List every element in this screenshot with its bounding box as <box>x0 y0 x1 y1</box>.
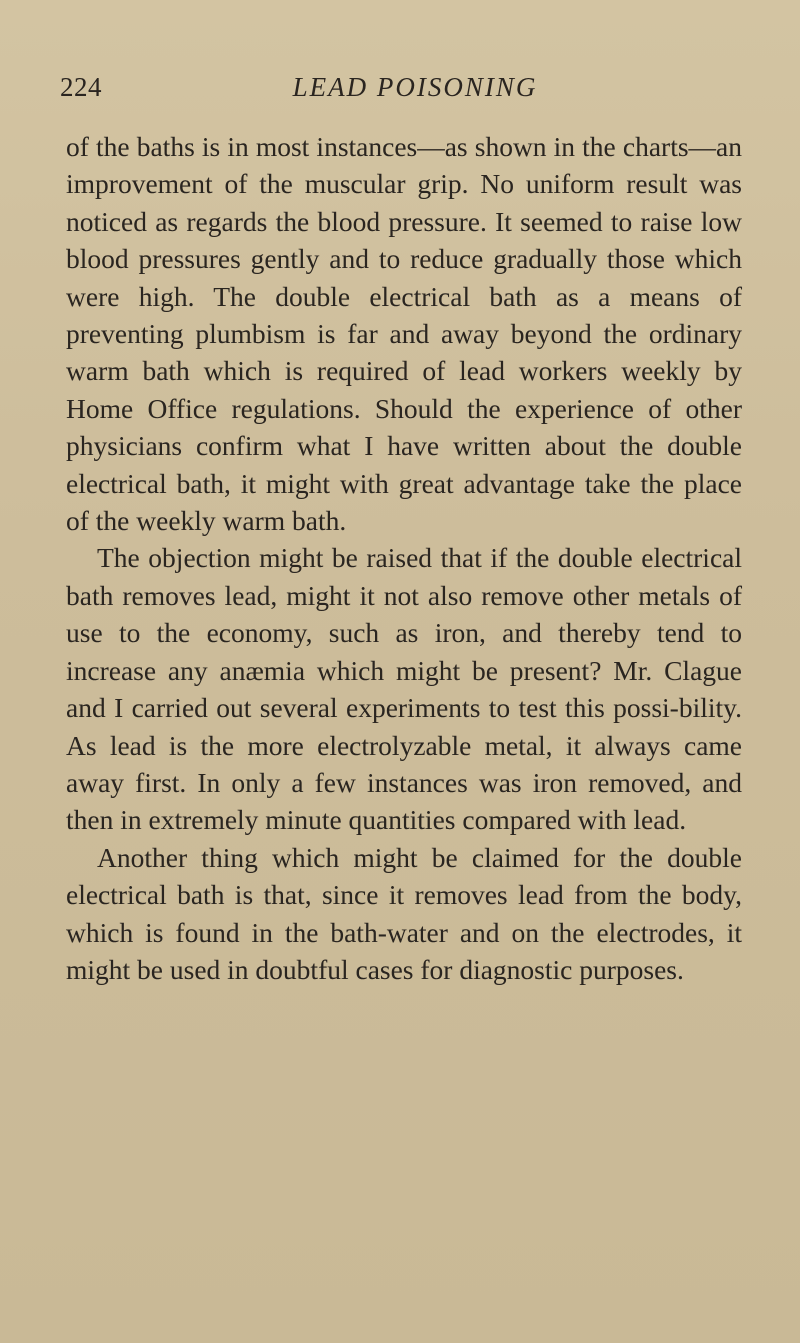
page-number: 224 <box>60 72 102 102</box>
running-head <box>60 72 740 112</box>
body-text <box>66 128 742 988</box>
paragraph-objection: The objection might be raised that if the double electrical bath removes lead, might it not also remove other metals of use to the economy, such as iron, and thereby tend to increase any anæmia which might be present? Mr. Clague and I carried out several experiments to test this possi-bility. As lead is the more electrolyzable metal, it always came away first. In only a few instances was iron removed, and then in extremely minute quantities compared with lead. <box>66 542 742 836</box>
running-title: LEAD POISONING <box>292 72 538 102</box>
paragraph-diagnostic: Another thing which might be claimed for the double electrical bath is that, since it removes lead from the body, which is found in the bath-water and on the electrodes, it might be used in doubtful cases for diagnostic purposes. <box>66 841 742 985</box>
paragraph-continued: of the baths is in most instances—as shown in the charts—an improvement of the muscular grip. No uniform result was noticed as regards the blood pressure. It seemed to raise low blood pressures gently and to reduce gradually those which were high. The double electrical bath as a means of preventing plumbism is far and away beyond the ordinary warm bath which is required of lead workers weekly by Home Office regulations. Should the experience of other physicians confirm what I have written about the double electrical bath, it might with great advantage take the place of the weekly warm bath. <box>66 131 742 537</box>
